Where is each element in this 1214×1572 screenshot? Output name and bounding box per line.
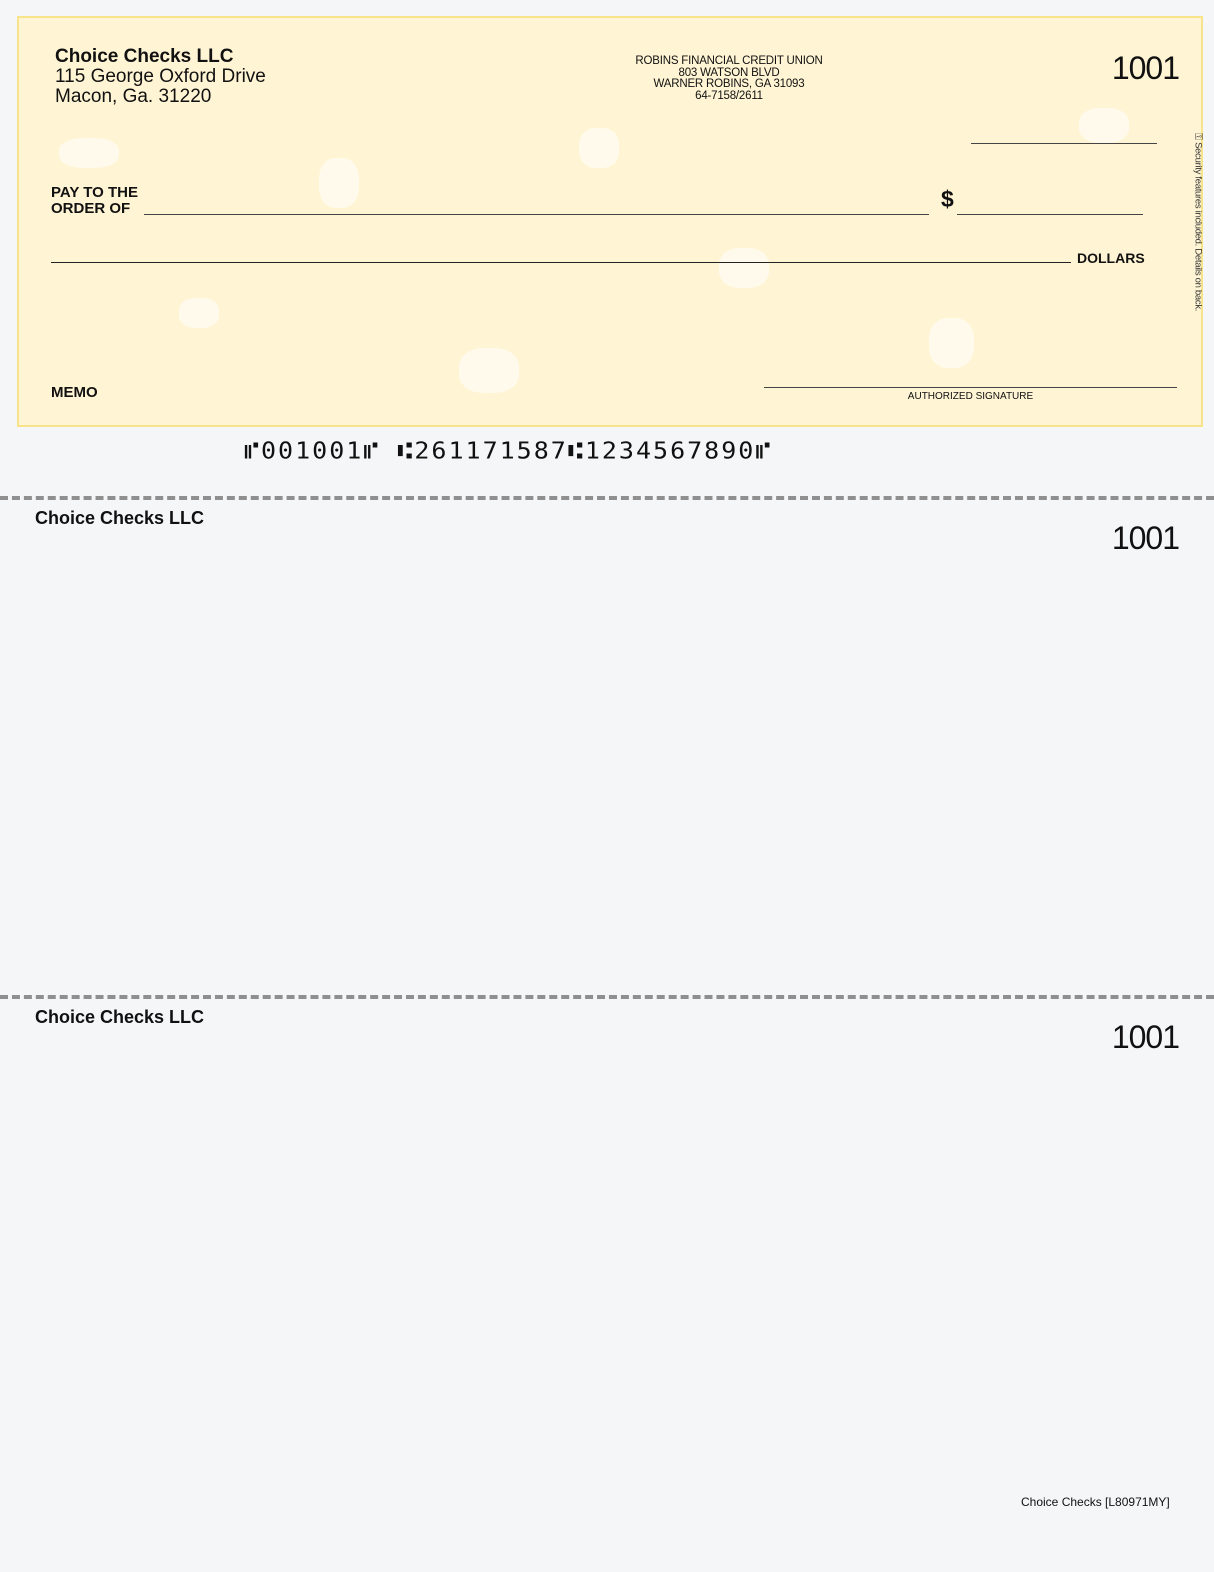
dollar-sign: $ xyxy=(941,186,954,212)
bank-name: ROBINS FINANCIAL CREDIT UNION xyxy=(635,55,823,67)
pay-to-label-line1: PAY TO THE xyxy=(51,184,138,201)
security-pattern xyxy=(929,318,974,368)
security-pattern xyxy=(579,128,619,168)
payee-field[interactable] xyxy=(144,214,929,215)
perforation-line xyxy=(0,496,1214,500)
security-pattern xyxy=(319,158,359,208)
security-pattern xyxy=(719,248,769,288)
amount-words-field[interactable] xyxy=(51,262,1071,263)
security-note: ⚿ Security features included. Details on back. xyxy=(1192,132,1204,312)
check-number: 1001 xyxy=(1111,50,1179,86)
dollars-label: DOLLARS xyxy=(1077,250,1145,266)
micr-line: ⑈001001⑈ ⑆261171587⑆1234567890⑈ xyxy=(244,437,773,464)
stub-check-number: 1001 xyxy=(1111,1019,1179,1055)
company-name: Choice Checks LLC xyxy=(55,46,234,67)
stub-company-name: Choice Checks LLC xyxy=(35,508,205,528)
pay-to-label xyxy=(51,185,138,217)
security-pattern xyxy=(459,348,519,393)
bank-fraction: 64-7158/2611 xyxy=(695,89,763,102)
bank-street: 803 WATSON BLVD xyxy=(678,66,780,79)
bank-info xyxy=(579,56,879,102)
signature-field[interactable] xyxy=(764,387,1177,388)
stub-company-name: Choice Checks LLC xyxy=(35,1007,205,1027)
bank-city: WARNER ROBINS, GA 31093 xyxy=(653,78,805,90)
company-address-line2: Macon, Ga. 31220 xyxy=(55,86,212,107)
check-face xyxy=(17,16,1203,427)
product-code: Choice Checks [L80971MY] xyxy=(1021,1495,1170,1509)
perforation-line xyxy=(0,995,1214,999)
amount-field[interactable] xyxy=(957,214,1143,215)
memo-label: MEMO xyxy=(51,384,98,401)
security-pattern xyxy=(179,298,219,328)
signature-label: AUTHORIZED SIGNATURE xyxy=(907,391,1034,402)
security-pattern xyxy=(59,138,119,168)
stub-check-number: 1001 xyxy=(1111,520,1179,556)
pay-to-label-line2: ORDER OF xyxy=(51,200,131,217)
company-address-line1: 115 George Oxford Drive xyxy=(55,66,266,87)
date-field[interactable] xyxy=(971,143,1157,144)
security-pattern xyxy=(1079,108,1129,143)
